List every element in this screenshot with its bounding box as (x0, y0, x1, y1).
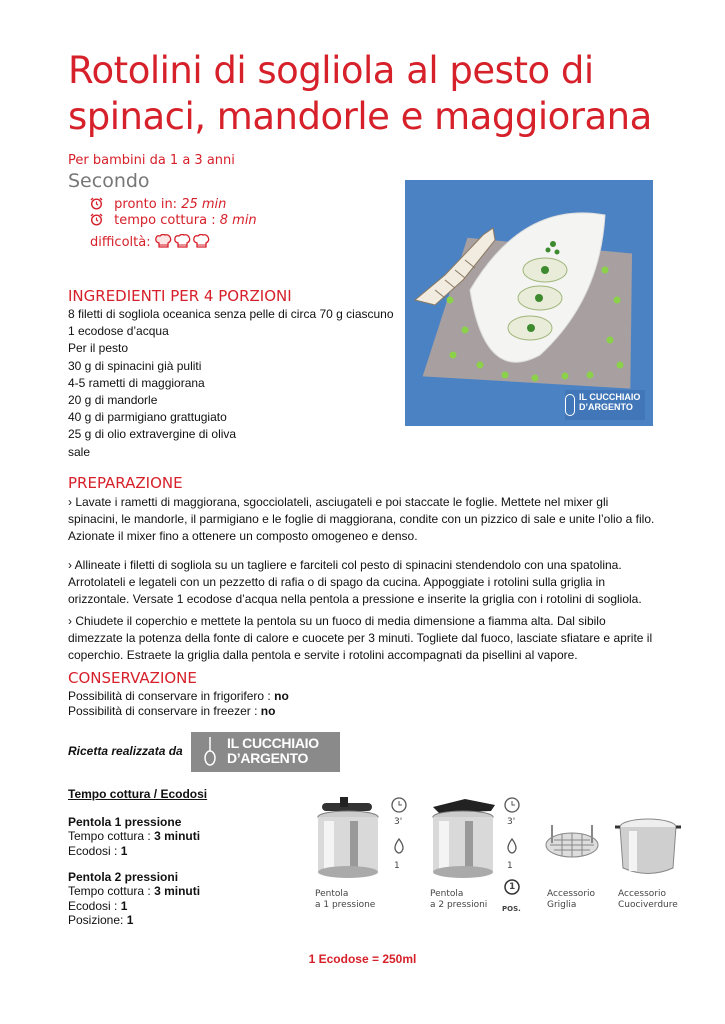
equipment-label: Accessorio Griglia (547, 889, 596, 910)
ingredients-heading: INGREDIENTI PER 4 PORZIONI (68, 287, 292, 305)
cook-time-row (90, 213, 257, 230)
pentola2-block: Pentola 2 pressioni Tempo cottura : 3 minuti Ecodosi : 1 Posizione: 1 (68, 870, 201, 928)
credit-label: Ricetta realizzata da (68, 744, 183, 758)
ingredient-item: 8 filetti di sogliola oceanica senza pelle di circa 70 g ciascuno (68, 307, 394, 321)
pressure-cooker-icon (310, 795, 390, 880)
difficulty-label: difficoltà: (90, 235, 151, 250)
chef-hat-icon (193, 234, 210, 249)
difficulty-row (90, 234, 212, 253)
photo-watermark: IL CUCCHIAIO D’ARGENTO (565, 392, 649, 412)
grill-accessory-icon (542, 815, 602, 875)
spoon-icon (565, 394, 575, 416)
ready-value: 25 min (181, 197, 227, 212)
alarm-clock-icon (90, 213, 104, 230)
cook-time-label: tempo cottura : (114, 213, 216, 228)
preparation-step: › Allineate i filetti di sogliola su un tagliere e farciteli col pesto di spinacini stendendolo con una spatolina. Arrotolateli e legateli con un pezzetto di rafia o di spago da cucina. Appoggiate i rotolini sulla griglia in orizzontale. Versate 1 ecodose d’acqua nella pentola a pressione e inserite la griglia con i rotolini di sogliola. (68, 558, 642, 607)
freezer-value: no (260, 704, 276, 718)
ready-label: pronto in: (114, 197, 178, 212)
preparation-heading: PREPARAZIONE (68, 474, 183, 492)
preparation-step: › Chiudete il coperchio e mettete la pentola su un fuoco di media dimensione a fiamma alta. Dal sibilo dimezzate la potenza della fonte di calore e cuocete per 3 minuti. Togliete dal fuoco, lasciate sfiatare e aprite il coperchio. Estraete la griglia dalla pentola e servite i rotolini accompagnati da pisellini al vapore. (68, 614, 653, 663)
ingredient-item: sale (68, 444, 91, 459)
cook-time-value: 8 min (219, 213, 257, 228)
ingredient-item: 30 g di spinacini già puliti (68, 358, 202, 373)
audience-label: Per bambini da 1 a 3 anni (68, 153, 235, 168)
steamer-basket-icon (615, 813, 681, 883)
conservation-heading: CONSERVAZIONE (68, 669, 197, 687)
equipment-label: Pentola a 1 pressione (315, 889, 376, 910)
cucchiaio-logo: IL CUCCHIAIO D’ARGENTO (191, 732, 340, 772)
difficulty-rating (155, 234, 212, 253)
ingredient-item: Per il pesto (68, 341, 129, 356)
equipment-label: Accessorio Cuociverdure (618, 889, 678, 910)
freezer-row: Possibilità di conservare in freezer : no (68, 704, 276, 718)
recipe-photo (405, 180, 653, 426)
ingredients-list (68, 306, 394, 461)
ingredient-item: 20 g di mandorle (68, 393, 158, 408)
ingredient-item: 40 g di parmigiano grattugiato (68, 410, 227, 425)
alarm-clock-icon (90, 197, 104, 214)
equipment-label: Pentola a 2 pressioni (430, 889, 488, 910)
chef-hat-icon (155, 234, 172, 249)
ecodose-note: 1 Ecodose = 250ml (308, 952, 417, 966)
equipment-panel: 3' 1 Pentola a 1 pressione 3' 1 1 POS. Pentola a 2 pressioni Accessorio Griglia Accessorio Cuociverdure (305, 795, 685, 925)
course-label: Secondo (68, 170, 150, 192)
ingredient-item: 4-5 rametti di maggiorana (68, 375, 205, 390)
ready-row (90, 197, 226, 214)
cooking-table-title: Tempo cottura / Ecodosi (68, 787, 208, 801)
pressure-cooker-icon (425, 795, 505, 880)
fridge-row: Possibilità di conservare in frigorifero : no (68, 689, 289, 703)
pentola1-block: Pentola 1 pressione Tempo cottura : 3 minuti Ecodosi : 1 (68, 815, 201, 858)
spoon-icon (203, 737, 217, 767)
ingredient-item: 1 ecodose d’acqua (68, 324, 169, 339)
recipe-title: Rotolini di sogliola al pesto di spinaci, mandorle e maggiorana (68, 49, 652, 138)
fridge-value: no (274, 689, 289, 703)
preparation-step: › Lavate i rametti di maggiorana, sgocciolateli, asciugateli e poi staccate le foglie. Mettete nel mixer gli spinacini, le mandorle, il parmigiano e le foglie di maggiorana, condite con un pizzico di sale e unite l’olio a filo. Azionate il mixer fino a ottenere un composto omogeneo e denso. (68, 495, 655, 544)
chef-hat-icon (174, 234, 191, 249)
ingredient-item: 25 g di olio extravergine di oliva (68, 427, 237, 442)
